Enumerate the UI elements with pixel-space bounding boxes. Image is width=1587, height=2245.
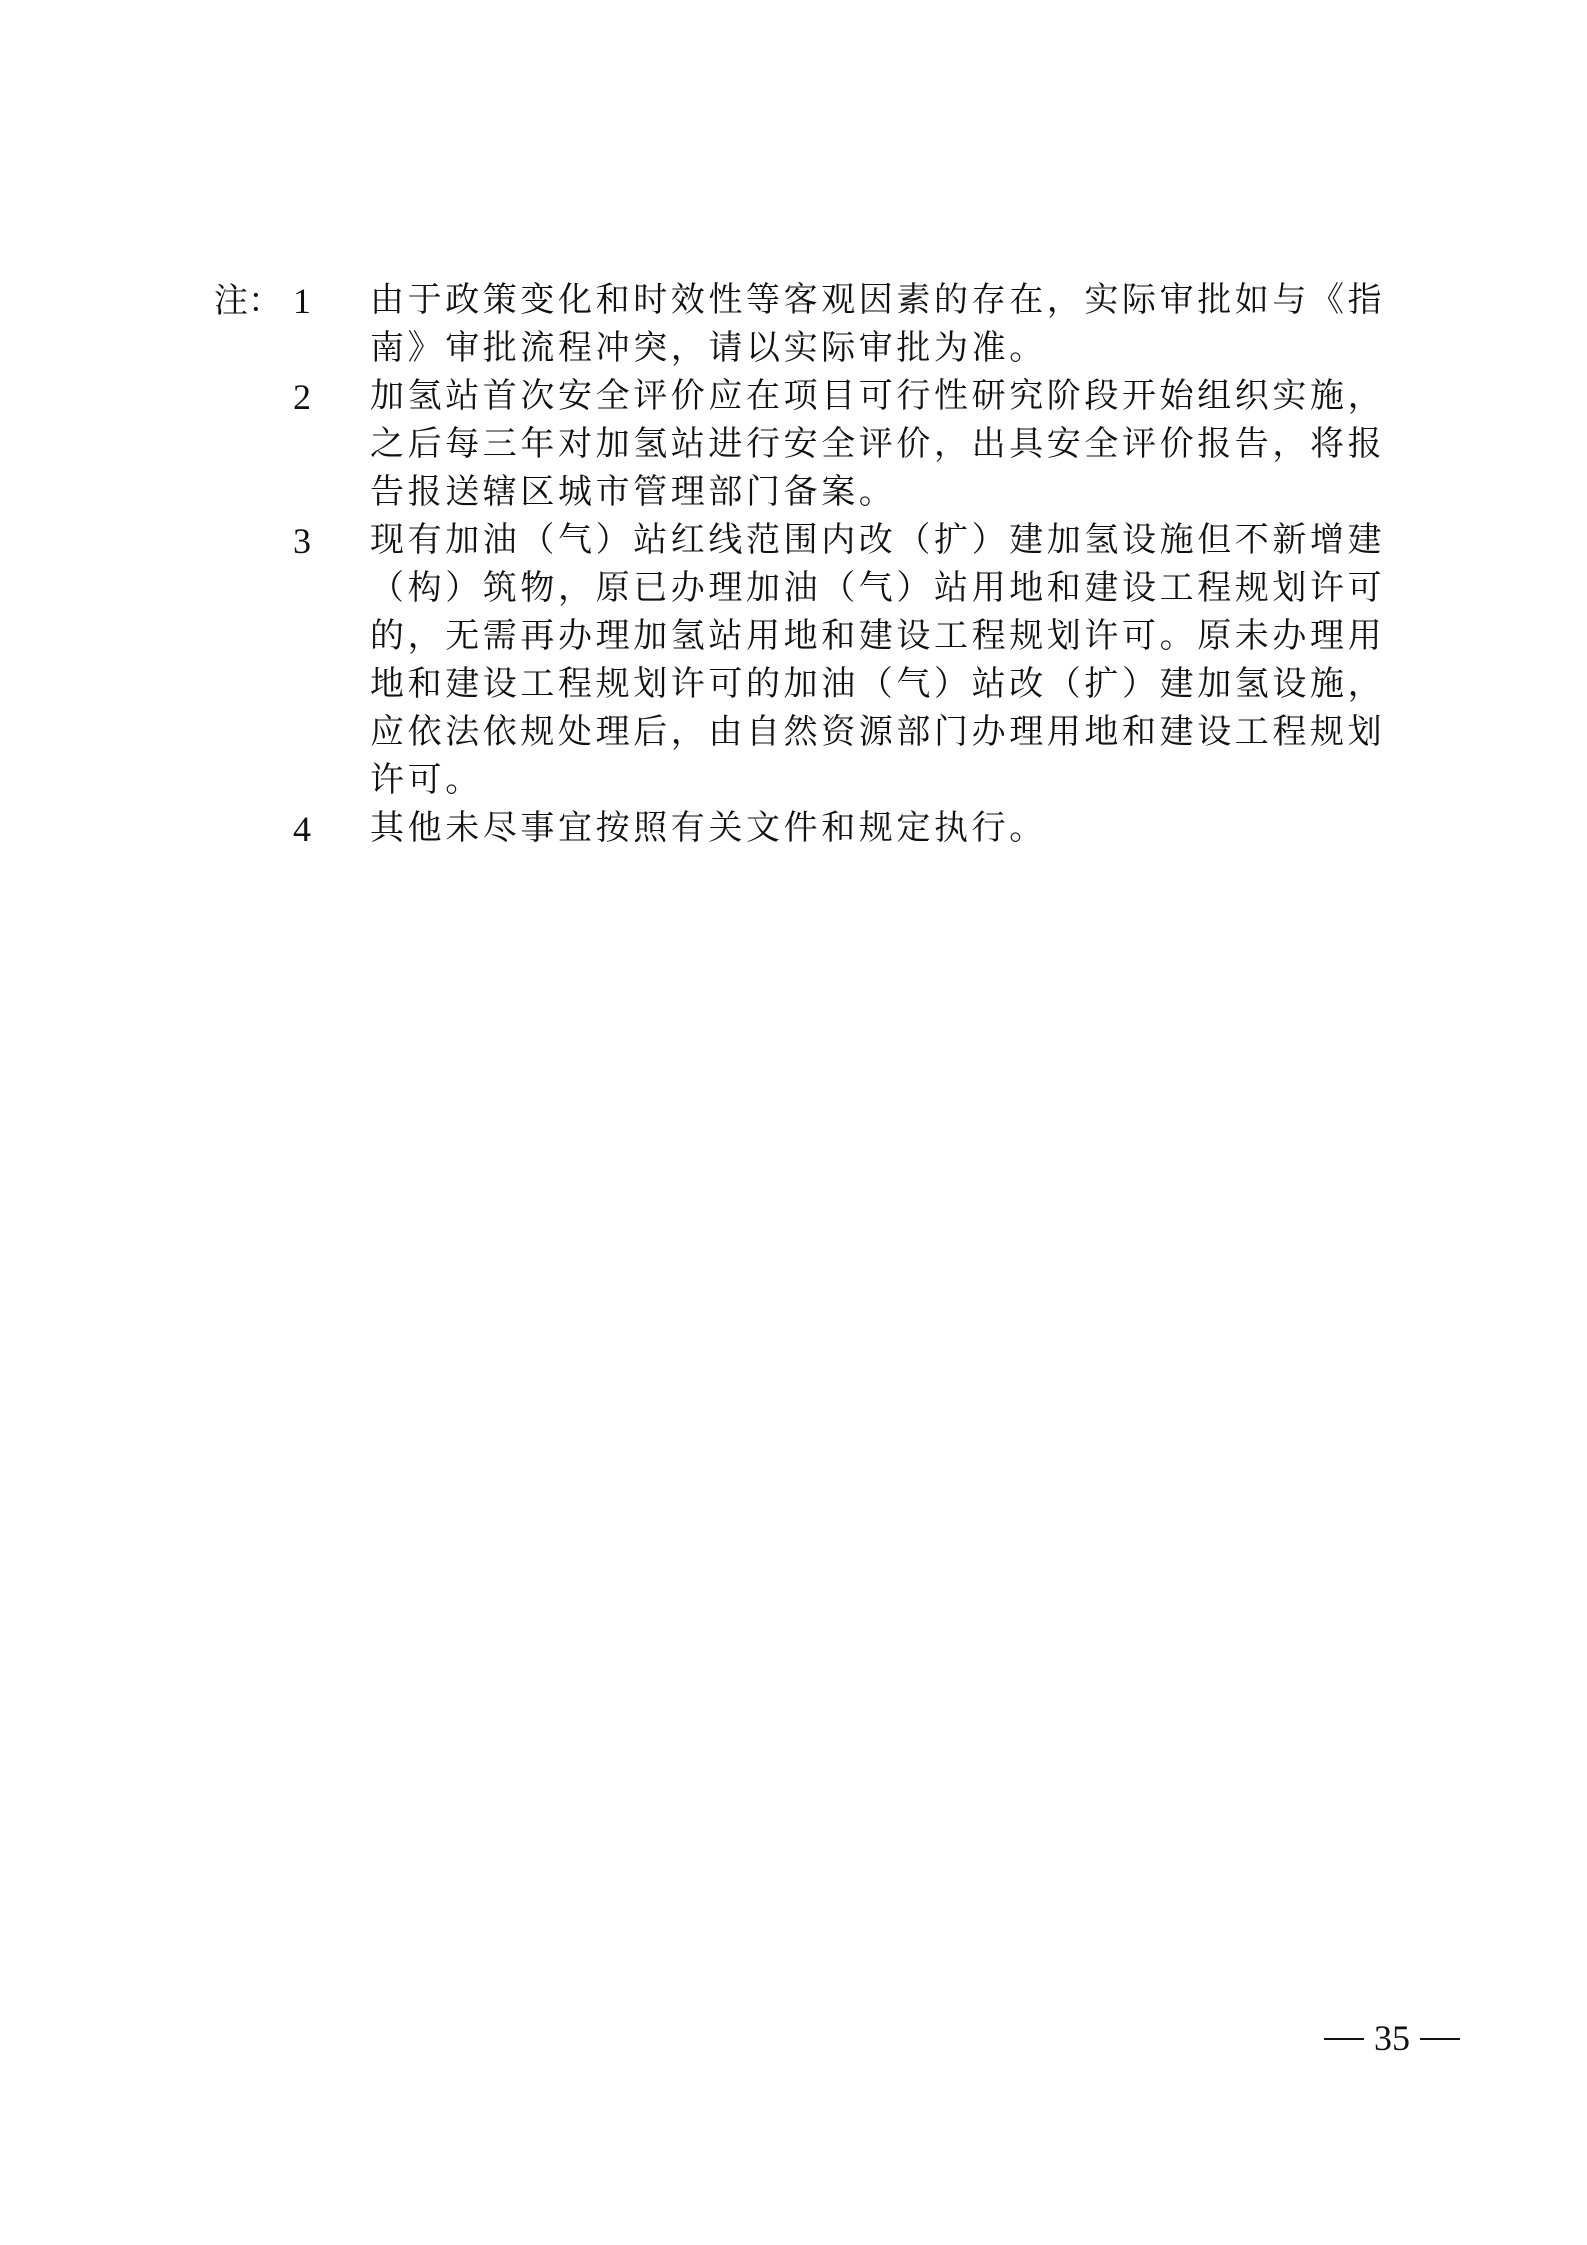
note-3-line-4: 地和建设工程规划许可的加油（气）站改（扩）建加氢设施， <box>370 664 1386 704</box>
page-number-right-dash <box>1420 2038 1460 2040</box>
note-2-line-3: 告报送辖区城市管理部门备案。 <box>370 472 897 512</box>
note-3-line-6: 许可。 <box>370 760 483 800</box>
note-number-2: 2 <box>293 377 311 417</box>
note-text-2 <box>370 372 1386 516</box>
note-number-4: 4 <box>293 809 311 849</box>
note-1-line-1: 由于政策变化和时效性等客观因素的存在，实际审批如与《指 <box>370 280 1386 320</box>
note-text-3 <box>370 516 1386 804</box>
page-number: 35 <box>1374 2018 1410 2058</box>
note-number-1: 1 <box>293 281 311 321</box>
note-3-line-2: （构）筑物，原已办理加油（气）站用地和建设工程规划许可 <box>370 568 1386 608</box>
note-text-1 <box>370 276 1386 372</box>
note-3-line-3: 的，无需再办理加氢站用地和建设工程规划许可。原未办理用 <box>370 616 1386 656</box>
note-3-line-1: 现有加油（气）站红线范围内改（扩）建加氢设施但不新增建 <box>370 520 1386 560</box>
note-3-line-5: 应依法依规处理后，由自然资源部门办理用地和建设工程规划 <box>370 712 1386 752</box>
note-1-line-2: 南》审批流程冲突，请以实际审批为准。 <box>370 328 1047 368</box>
page-footer <box>1220 2013 1460 2063</box>
note-2-line-1: 加氢站首次安全评价应在项目可行性研究阶段开始组织实施， <box>370 376 1386 416</box>
note-number-3: 3 <box>293 521 311 561</box>
page-number-left-dash <box>1324 2038 1364 2040</box>
note-4-line-1: 其他未尽事宜按照有关文件和规定执行。 <box>370 808 1047 848</box>
notes-prefix: 注： <box>214 281 282 321</box>
note-text-4 <box>370 804 1380 852</box>
note-2-line-2: 之后每三年对加氢站进行安全评价，出具安全评价报告，将报 <box>370 424 1386 464</box>
